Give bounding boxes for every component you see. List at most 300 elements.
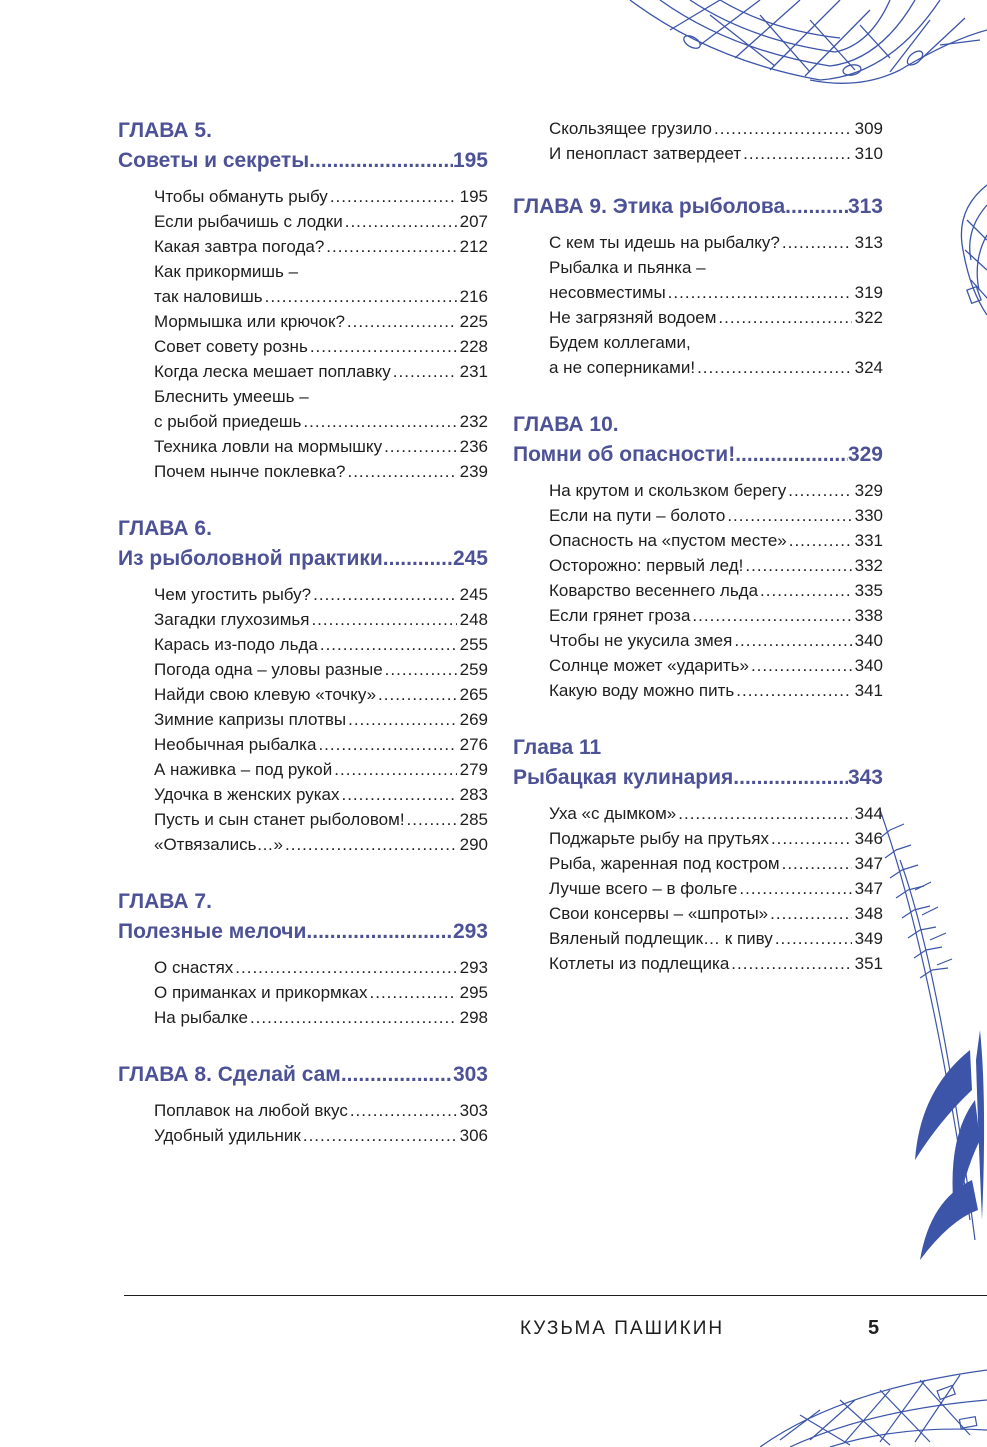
toc-entry-title: Котлеты из подлещика <box>549 954 730 973</box>
toc-entry-row <box>154 234 488 259</box>
toc-entry-title: Техника ловли на мормышку <box>154 437 383 456</box>
toc-entry-page: 239 <box>459 462 488 481</box>
chapter-section <box>513 116 883 166</box>
toc-entry[interactable] <box>154 732 488 757</box>
toc-entry[interactable] <box>154 807 488 832</box>
fishing-net-side-illustration <box>945 180 987 330</box>
toc-entry-title: Погода одна – уловы разные <box>154 660 383 679</box>
toc-entry-row <box>154 434 488 459</box>
toc-entry-page: 285 <box>459 810 488 829</box>
footer-rule <box>124 1295 987 1296</box>
toc-entry[interactable] <box>549 255 883 305</box>
toc-entry[interactable] <box>549 503 883 528</box>
toc-entry[interactable] <box>154 607 488 632</box>
fishing-net-bottom-illustration <box>760 1330 987 1447</box>
dot-leader <box>348 707 457 732</box>
toc-entry-row <box>549 826 883 851</box>
toc-entry-page: 338 <box>854 606 883 625</box>
toc-entry-row <box>154 459 488 484</box>
toc-entry-page: 236 <box>459 437 488 456</box>
toc-entry-title: На крутом и скользком берегу <box>549 481 787 500</box>
chapter-section <box>513 192 883 380</box>
dot-leader <box>347 309 457 334</box>
toc-entry-row <box>549 926 883 951</box>
toc-entry-title: Найди свою клевую «точку» <box>154 685 377 704</box>
toc-entry-page: 212 <box>459 237 488 256</box>
chapter-page: 293 <box>452 920 488 943</box>
dot-leader <box>739 876 851 901</box>
toc-entry-page: 225 <box>459 312 488 331</box>
toc-entry[interactable] <box>154 259 488 309</box>
toc-entry[interactable] <box>154 359 488 384</box>
dot-leader <box>733 763 848 793</box>
toc-entry-title: Поплавок на любой вкус <box>154 1101 348 1120</box>
dot-leader <box>285 832 457 857</box>
toc-entry[interactable] <box>154 582 488 607</box>
toc-entry[interactable] <box>154 682 488 707</box>
dot-leader <box>313 582 457 607</box>
toc-entry-page: 322 <box>854 308 883 327</box>
toc-entry[interactable] <box>154 1098 488 1123</box>
toc-entry-row <box>154 782 488 807</box>
toc-entry-row <box>549 141 883 166</box>
toc-entry-row <box>154 832 488 857</box>
chapter-section <box>118 514 488 857</box>
toc-entry-row <box>154 582 488 607</box>
toc-entry-row <box>154 682 488 707</box>
toc-entry-title: Если грянет гроза <box>549 606 691 625</box>
toc-entry-row <box>549 280 883 305</box>
chapter-label: ГЛАВА 6. <box>118 517 212 540</box>
toc-entry-list <box>513 116 883 166</box>
toc-entry-title: так наловишь <box>154 287 263 306</box>
toc-entry[interactable] <box>154 384 488 434</box>
toc-entry-row <box>549 553 883 578</box>
toc-entry-title: Опасность на «пустом месте» <box>549 531 787 550</box>
toc-entry-title-line1: Как прикормишь – <box>154 262 299 281</box>
dot-leader <box>326 234 456 259</box>
toc-entry[interactable] <box>549 678 883 703</box>
toc-entry[interactable] <box>154 657 488 682</box>
dot-leader <box>727 503 851 528</box>
toc-entry-title: Скользящее грузило <box>549 119 713 138</box>
dot-leader <box>714 116 852 141</box>
chapter-title-text: Помни об опасности! <box>513 443 736 466</box>
toc-entry-row <box>549 528 883 553</box>
toc-entry-title: Не загрязняй водоем <box>549 308 717 327</box>
toc-entry-title: С кем ты идешь на рыбалку? <box>549 233 780 252</box>
dot-leader <box>782 851 852 876</box>
dot-leader <box>734 628 851 653</box>
toc-entry-title: Свои консервы – «шпроты» <box>549 904 769 923</box>
toc-entry-title: Рыба, жаренная под костром <box>549 854 780 873</box>
toc-entry-list <box>118 184 488 484</box>
toc-entry[interactable] <box>154 632 488 657</box>
toc-entry-row <box>154 757 488 782</box>
dot-leader <box>235 955 456 980</box>
toc-entry[interactable] <box>549 876 883 901</box>
toc-entry-row <box>549 603 883 628</box>
chapter-title-text: Полезные мелочи <box>118 920 307 943</box>
toc-entry-title: Пусть и сын станет рыболовом! <box>154 810 405 829</box>
chapter-page: 245 <box>452 547 488 570</box>
toc-entry[interactable] <box>154 955 488 980</box>
toc-entry-page: 332 <box>854 556 883 575</box>
toc-entry-page: 295 <box>459 983 488 1002</box>
toc-entry-row <box>549 951 883 976</box>
dot-leader <box>771 826 852 851</box>
dot-leader <box>760 578 852 603</box>
toc-entry[interactable] <box>549 230 883 255</box>
toc-entry-page: 348 <box>854 904 883 923</box>
toc-entry-row <box>154 607 488 632</box>
toc-entry-page: 347 <box>854 854 883 873</box>
chapter-page: 329 <box>847 443 883 466</box>
toc-entry-page: 259 <box>459 660 488 679</box>
toc-entry-page: 309 <box>854 119 883 138</box>
toc-entry-row <box>549 851 883 876</box>
toc-entry-page: 330 <box>854 506 883 525</box>
toc-entry-title: Загадки глухозимья <box>154 610 310 629</box>
dot-leader <box>692 603 851 628</box>
toc-entry-title: Уха «с дымком» <box>549 804 677 823</box>
chapter-label: ГЛАВА 5. <box>118 119 212 142</box>
toc-entry-page: 290 <box>459 835 488 854</box>
chapter-title[interactable] <box>513 440 883 470</box>
toc-entry-title: На рыбалке <box>154 1008 248 1027</box>
toc-entry-title: несовместимы <box>549 283 666 302</box>
dot-leader <box>341 1060 453 1090</box>
toc-entry-title: А наживка – под рукой <box>154 760 333 779</box>
toc-entry[interactable] <box>549 951 883 976</box>
toc-entry-row <box>549 653 883 678</box>
toc-entry-page: 245 <box>459 585 488 604</box>
toc-entry-row <box>154 309 488 334</box>
chapter-title[interactable] <box>118 146 488 176</box>
chapter-title[interactable] <box>118 1060 488 1090</box>
toc-entry-title: Совет совету рознь <box>154 337 308 356</box>
dot-leader <box>334 757 456 782</box>
toc-entry-title: И пенопласт затвердеет <box>549 144 742 163</box>
toc-entry-row <box>549 801 883 826</box>
toc-entry-page: 351 <box>854 954 883 973</box>
dot-leader <box>731 951 851 976</box>
toc-entry[interactable] <box>154 184 488 209</box>
toc-entry-page: 340 <box>854 656 883 675</box>
toc-entry-page: 283 <box>459 785 488 804</box>
fishing-net-top-illustration <box>560 0 987 100</box>
toc-entry[interactable] <box>549 578 883 603</box>
toc-entry-row <box>549 355 883 380</box>
toc-entry[interactable] <box>154 334 488 359</box>
toc-entry-row <box>549 305 883 330</box>
toc-entry-page: 306 <box>459 1126 488 1145</box>
dot-leader <box>350 1098 457 1123</box>
toc-entry-page: 340 <box>854 631 883 650</box>
toc-entry-title: Чтобы обмануть рыбу <box>154 187 328 206</box>
chapter-section <box>118 1060 488 1148</box>
toc-entry-title: Когда леска мешает поплавку <box>154 362 391 381</box>
toc-entry-row <box>549 628 883 653</box>
toc-entry[interactable] <box>549 305 883 330</box>
dot-leader <box>385 657 457 682</box>
toc-entry-title: «Отвязались…» <box>154 835 283 854</box>
chapter-page: 195 <box>452 149 488 172</box>
toc-entry-row <box>549 901 883 926</box>
dot-leader <box>310 334 457 359</box>
toc-entry-title: Удобный удильник <box>154 1126 301 1145</box>
toc-entry[interactable] <box>154 234 488 259</box>
dot-leader <box>265 284 457 309</box>
dot-leader <box>330 184 457 209</box>
dot-leader <box>345 209 457 234</box>
toc-entry-title: Почем нынче поклевка? <box>154 462 346 481</box>
toc-entry-title: а не соперниками! <box>549 358 696 377</box>
toc-entry-row <box>154 980 488 1005</box>
dot-leader <box>782 230 852 255</box>
toc-entry-row <box>154 955 488 980</box>
chapter-title[interactable] <box>118 917 488 947</box>
toc-entry-page: 298 <box>459 1008 488 1027</box>
dot-leader <box>320 632 457 657</box>
toc-entry-row <box>154 1123 488 1148</box>
dot-leader <box>306 917 453 947</box>
chapter-title-text: Рыбацкая кулинария <box>513 766 734 789</box>
dot-leader <box>735 440 848 470</box>
toc-entry-row <box>549 578 883 603</box>
toc-entry[interactable] <box>549 141 883 166</box>
toc-entry-title: Какую воду можно пить <box>549 681 735 700</box>
toc-entry-page: 310 <box>854 144 883 163</box>
toc-entry[interactable] <box>549 926 883 951</box>
toc-entry-title-line1: Рыбалка и пьянка – <box>549 258 706 277</box>
toc-entry[interactable] <box>154 1005 488 1030</box>
dot-leader <box>668 280 852 305</box>
dot-leader <box>318 732 456 757</box>
toc-entry-page: 349 <box>854 929 883 948</box>
toc-entry-title: Если рыбачишь с лодки <box>154 212 343 231</box>
dot-leader <box>407 807 457 832</box>
toc-entry-title: Необычная рыбалка <box>154 735 317 754</box>
chapter-section <box>513 410 883 703</box>
toc-entry-row <box>154 1098 488 1123</box>
chapter-label: ГЛАВА 10. <box>513 413 619 436</box>
dot-leader <box>678 801 851 826</box>
dot-leader <box>770 901 852 926</box>
chapter-title-text: ГЛАВА 9. Этика рыболова <box>513 195 786 218</box>
toc-entry-row <box>549 478 883 503</box>
toc-entry-title: с рыбой приедешь <box>154 412 302 431</box>
toc-entry-page: 324 <box>854 358 883 377</box>
toc-entry-page: 248 <box>459 610 488 629</box>
toc-entry-page: 313 <box>854 233 883 252</box>
dot-leader <box>718 305 851 330</box>
chapter-section <box>118 116 488 484</box>
toc-entry-title: Поджарьте рыбу на прутьях <box>549 829 769 848</box>
toc-entry[interactable] <box>154 309 488 334</box>
toc-entry[interactable] <box>549 116 883 141</box>
toc-entry[interactable] <box>549 330 883 380</box>
toc-entry[interactable] <box>549 603 883 628</box>
toc-entry-row <box>154 409 488 434</box>
dot-leader <box>775 926 852 951</box>
toc-entry[interactable] <box>154 757 488 782</box>
toc-entry[interactable] <box>154 832 488 857</box>
dot-leader <box>309 146 453 176</box>
chapter-label: Глава 11 <box>513 736 602 759</box>
toc-entry-page: 303 <box>459 1101 488 1120</box>
toc-entry-page: 195 <box>459 187 488 206</box>
dot-leader <box>311 607 456 632</box>
page-number: 5 <box>868 1317 880 1339</box>
toc-entry-row <box>549 678 883 703</box>
toc-entry-title: Мормышка или крючок? <box>154 312 345 331</box>
toc-entry-page: 279 <box>459 760 488 779</box>
toc-entry-page: 344 <box>854 804 883 823</box>
toc-entry-page: 329 <box>854 481 883 500</box>
toc-entry-row <box>154 334 488 359</box>
toc-entry-title: Вяленый подлещик… к пиву <box>549 929 773 948</box>
toc-entry[interactable] <box>549 553 883 578</box>
toc-entry[interactable] <box>154 209 488 234</box>
toc-entry[interactable] <box>154 434 488 459</box>
toc-entry-page: 255 <box>459 635 488 654</box>
toc-entry-title: Лучше всего – в фольге <box>549 879 738 898</box>
dot-leader <box>378 682 457 707</box>
dot-leader <box>303 409 456 434</box>
toc-entry-page: 293 <box>459 958 488 977</box>
chapter-title[interactable] <box>118 544 488 574</box>
dot-leader <box>745 553 851 578</box>
toc-entry-row <box>154 632 488 657</box>
chapter-title[interactable] <box>513 192 883 222</box>
dot-leader <box>697 355 852 380</box>
toc-entry-page: 347 <box>854 879 883 898</box>
chapter-title-text: Из рыболовной практики <box>118 547 383 570</box>
toc-entry-title: Удочка в женских руках <box>154 785 340 804</box>
toc-entry-page: 216 <box>459 287 488 306</box>
footer-author: КУЗЬМА ПАШИКИН <box>520 1318 725 1339</box>
toc-entry-title: Чтобы не укусила змея <box>549 631 733 650</box>
toc-entry[interactable] <box>549 628 883 653</box>
chapter-page: 303 <box>452 1063 488 1086</box>
toc-entry-row <box>549 503 883 528</box>
toc-entry-row <box>154 184 488 209</box>
toc-entry-title: Карась из-подо льда <box>154 635 318 654</box>
toc-entry-page: 265 <box>459 685 488 704</box>
toc-entry-title: Если на пути – болото <box>549 506 726 525</box>
toc-entry-list <box>118 955 488 1030</box>
toc-entry-list <box>513 478 883 703</box>
toc-entry[interactable] <box>154 782 488 807</box>
toc-entry-row <box>154 657 488 682</box>
dot-leader <box>347 459 456 484</box>
toc-entry-list <box>118 1098 488 1148</box>
dot-leader <box>743 141 852 166</box>
toc-entry-list <box>513 230 883 380</box>
toc-entry-list <box>118 582 488 857</box>
toc-entry-row <box>549 116 883 141</box>
toc-entry-row <box>154 707 488 732</box>
toc-entry-page: 232 <box>459 412 488 431</box>
toc-entry[interactable] <box>154 459 488 484</box>
toc-entry-list <box>513 801 883 976</box>
toc-left-column <box>118 116 488 1178</box>
toc-entry[interactable] <box>549 901 883 926</box>
toc-entry[interactable] <box>154 980 488 1005</box>
toc-entry-title: Зимние капризы плотвы <box>154 710 347 729</box>
toc-entry-title: Осторожно: первый лед! <box>549 556 744 575</box>
dot-leader <box>383 544 453 574</box>
toc-entry-title: О снастях <box>154 958 234 977</box>
chapter-section <box>118 887 488 1030</box>
toc-entry-page: 335 <box>854 581 883 600</box>
chapter-title[interactable] <box>513 763 883 793</box>
toc-entry-row <box>154 284 488 309</box>
toc-entry-row <box>154 732 488 757</box>
dot-leader <box>751 653 852 678</box>
chapter-label: ГЛАВА 7. <box>118 890 212 913</box>
toc-entry-page: 319 <box>854 283 883 302</box>
toc-entry[interactable] <box>549 653 883 678</box>
chapter-title-text: Советы и секреты <box>118 149 310 172</box>
toc-entry-page: 228 <box>459 337 488 356</box>
toc-entry-title-line1: Будем коллегами, <box>549 333 691 352</box>
toc-entry-title: Какая завтра погода? <box>154 237 325 256</box>
toc-entry-page: 331 <box>854 531 883 550</box>
toc-entry-row <box>549 230 883 255</box>
toc-entry-title: Коварство весеннего льда <box>549 581 759 600</box>
toc-entry-page: 341 <box>854 681 883 700</box>
toc-entry[interactable] <box>154 1123 488 1148</box>
dot-leader <box>250 1005 457 1030</box>
toc-entry-page: 276 <box>459 735 488 754</box>
toc-entry-page: 269 <box>459 710 488 729</box>
toc-entry-row <box>154 209 488 234</box>
toc-entry[interactable] <box>549 528 883 553</box>
dot-leader <box>789 528 852 553</box>
toc-entry[interactable] <box>154 707 488 732</box>
dot-leader <box>341 782 456 807</box>
dot-leader <box>393 359 457 384</box>
chapter-page: 343 <box>847 766 883 789</box>
toc-entry[interactable] <box>549 801 883 826</box>
dot-leader <box>370 980 457 1005</box>
chapter-page: 313 <box>847 195 883 218</box>
dot-leader <box>384 434 457 459</box>
dot-leader <box>736 678 851 703</box>
toc-entry[interactable] <box>549 851 883 876</box>
toc-entry-page: 346 <box>854 829 883 848</box>
toc-right-column <box>513 116 883 1006</box>
chapter-section <box>513 733 883 976</box>
toc-entry-row <box>154 1005 488 1030</box>
toc-entry-title: О приманках и прикормках <box>154 983 368 1002</box>
toc-entry[interactable] <box>549 826 883 851</box>
toc-entry-row <box>154 359 488 384</box>
toc-entry-page: 207 <box>459 212 488 231</box>
dot-leader <box>785 192 848 222</box>
toc-entry-title: Чем угостить рыбу? <box>154 585 312 604</box>
dot-leader <box>788 478 851 503</box>
toc-entry-row <box>549 876 883 901</box>
toc-entry[interactable] <box>549 478 883 503</box>
toc-entry-title: Солнце может «ударить» <box>549 656 749 675</box>
chapter-title-text: ГЛАВА 8. Сделай сам <box>118 1063 341 1086</box>
toc-entry-title-line1: Блеснить умеешь – <box>154 387 309 406</box>
toc-entry-page: 231 <box>459 362 488 381</box>
dot-leader <box>303 1123 457 1148</box>
